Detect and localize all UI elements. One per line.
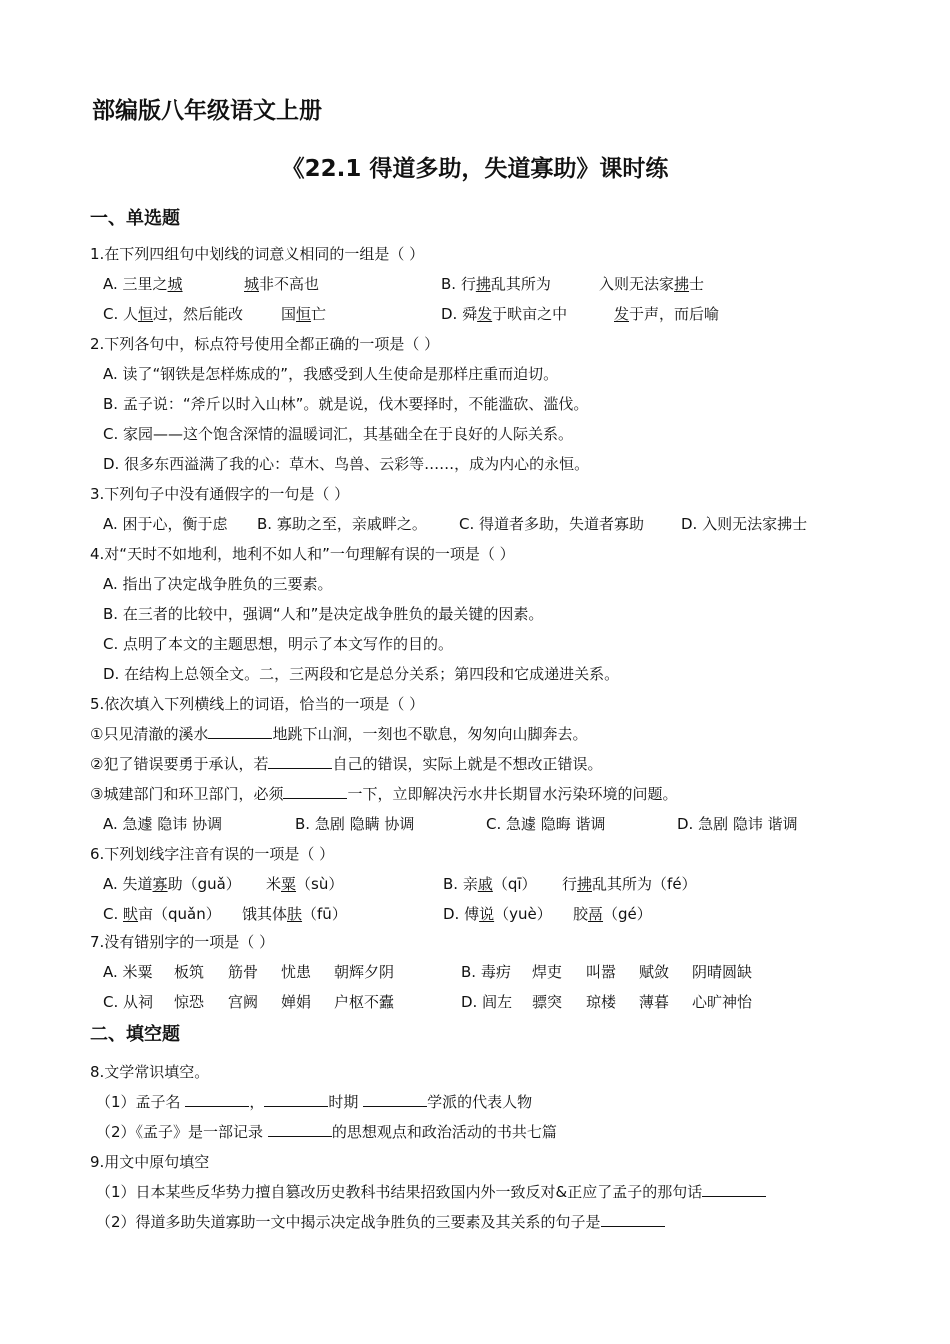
question-6-option-b-part2: 行拂乱其所为（fé） xyxy=(562,875,697,893)
question-1-option-a: A. 三里之城 xyxy=(103,275,183,293)
question-1-option-d-part2: 发于声，而后喻 xyxy=(614,305,720,323)
question-7-option-c-1: C. 从祠 xyxy=(103,993,154,1011)
question-1-option-b: B. 行拂乱其所为 xyxy=(441,275,551,293)
question-4-option-c: C. 点明了本文的主题思想，明示了本文写作的目的。 xyxy=(103,635,454,653)
question-6-option-c: C. 畎亩（quǎn） xyxy=(103,905,221,923)
question-8-line-2: （2）《孟子》是一部记录 的思想观点和政治活动的书共七篇 xyxy=(96,1123,557,1141)
question-2-stem: 2.下列各句中，标点符号使用全都正确的一项是（ ） xyxy=(90,335,440,353)
fill-blank[interactable] xyxy=(208,724,272,739)
question-6-option-d-part2: 胶鬲（gé） xyxy=(573,905,652,923)
question-1-option-c: C. 人恒过，然后能改 xyxy=(103,305,244,323)
question-7-option-b-5: 阴晴圆缺 xyxy=(692,963,753,981)
question-6-option-b: B. 亲戚（qī） xyxy=(443,875,537,893)
question-6-option-c-part2: 饿其体肤（fū） xyxy=(242,905,347,923)
question-2-option-b: B. 孟子说：“斧斤以时入山林”。就是说，伐木要择时，不能滥砍、滥伐。 xyxy=(103,395,589,413)
question-8-stem: 8.文学常识填空。 xyxy=(90,1063,210,1081)
question-8-line-1: （1）孟子名 ， 时期 学派的代表人物 xyxy=(96,1093,533,1111)
question-7-option-b-3: 叫嚣 xyxy=(586,963,617,981)
question-7-option-a-5: 朝辉夕阴 xyxy=(334,963,395,981)
question-7-option-a-2: 板筑 xyxy=(174,963,205,981)
question-1-option-d: D. 舜发于畎亩之中 xyxy=(441,305,568,323)
page-title: 部编版八年级语文上册 xyxy=(92,98,322,124)
question-3-option-d: D. 入则无法家拂士 xyxy=(681,515,808,533)
fill-blank[interactable] xyxy=(185,1092,249,1107)
question-7-option-c-3: 宫阙 xyxy=(228,993,259,1011)
question-4-option-b: B. 在三者的比较中，强调“人和”是决定战争胜负的最关键的因素。 xyxy=(103,605,544,623)
fill-blank[interactable] xyxy=(268,754,332,769)
question-2-option-c: C. 家园——这个饱含深情的温暖词汇，其基础全在于良好的人际关系。 xyxy=(103,425,574,443)
question-7-option-a-3: 筋骨 xyxy=(228,963,259,981)
question-9-line-1: （1）日本某些反华势力擅自篡改历史教科书结果招致国内外一致反对&正应了孟子的那句话 xyxy=(96,1182,766,1202)
page-subtitle: 《22.1 得道多助，失道寡助》课时练 xyxy=(281,156,669,182)
question-9-stem: 9.用文中原句填空 xyxy=(90,1153,210,1171)
question-7-option-d-3: 琼楼 xyxy=(586,993,617,1011)
question-7-option-b-4: 赋敛 xyxy=(639,963,670,981)
question-7-option-c-5: 户枢不蠹 xyxy=(334,993,395,1011)
question-5-option-a: A. 急遽 隐讳 协调 xyxy=(103,815,223,833)
fill-blank[interactable] xyxy=(702,1182,766,1197)
question-1-option-c-part2: 国恒亡 xyxy=(281,305,327,323)
question-7-option-d-5: 心旷神怡 xyxy=(692,993,753,1011)
section-heading-fill-blank: 二、填空题 xyxy=(90,1024,180,1045)
question-3-option-a: A. 困于心，衡于虑 xyxy=(103,515,228,533)
question-7-option-d-2: 骠突 xyxy=(532,993,563,1011)
question-7-option-a-1: A. 米粟 xyxy=(103,963,153,981)
question-7-option-c-2: 惊恐 xyxy=(174,993,205,1011)
question-4-option-d: D. 在结构上总领全文。二，三两段和它是总分关系；第四段和它成递进关系。 xyxy=(103,665,620,683)
fill-blank[interactable] xyxy=(268,1122,332,1137)
question-5-option-c: C. 急遽 隐晦 谐调 xyxy=(486,815,606,833)
question-4-option-a: A. 指出了决定战争胜负的三要素。 xyxy=(103,575,333,593)
question-5-sentence-2: ②犯了错误要勇于承认，若 自己的错误，实际上就是不想改正错误。 xyxy=(90,755,603,773)
question-6-option-a: A. 失道寡助（guǎ） xyxy=(103,875,241,893)
question-7-option-d-4: 薄暮 xyxy=(639,993,670,1011)
question-1-option-b-part2: 入则无法家拂士 xyxy=(599,275,705,293)
question-7-option-a-4: 忧患 xyxy=(281,963,312,981)
question-7-option-d-1: D. 闾左 xyxy=(461,993,513,1011)
fill-blank[interactable] xyxy=(601,1212,665,1227)
question-1-option-a-part2: 城非不高也 xyxy=(244,275,320,293)
section-heading-single-choice: 一、单选题 xyxy=(90,208,180,229)
question-7-option-b-1: B. 毒疠 xyxy=(461,963,511,981)
question-7-stem: 7.没有错别字的一项是（ ） xyxy=(90,933,275,951)
fill-blank[interactable] xyxy=(283,784,347,799)
question-7-option-c-4: 婵娟 xyxy=(281,993,312,1011)
question-5-stem: 5.依次填入下列横线上的词语，恰当的一项是（ ） xyxy=(90,695,425,713)
question-3-option-c: C. 得道者多助，失道者寡助 xyxy=(459,515,645,533)
fill-blank[interactable] xyxy=(264,1092,328,1107)
question-3-stem: 3.下列句子中没有通假字的一句是（ ） xyxy=(90,485,350,503)
question-4-stem: 4.对“天时不如地利，地利不如人和”一句理解有误的一项是（ ） xyxy=(90,545,515,563)
question-5-sentence-1: ①只见清澈的溪水 地跳下山涧，一刻也不歇息，匆匆向山脚奔去。 xyxy=(90,725,588,743)
question-6-option-a-part2: 米粟（sù） xyxy=(266,875,344,893)
fill-blank[interactable] xyxy=(363,1092,427,1107)
question-9-line-2: （2）得道多助失道寡助一文中揭示决定战争胜负的三要素及其关系的句子是 xyxy=(96,1212,665,1232)
question-6-option-d: D. 傅说（yuè） xyxy=(443,905,552,923)
question-5-option-d: D. 急剧 隐讳 谐调 xyxy=(677,815,798,833)
question-6-stem: 6.下列划线字注音有误的一项是（ ） xyxy=(90,845,335,863)
question-5-option-b: B. 急剧 隐瞒 协调 xyxy=(295,815,415,833)
question-3-option-b: B. 寡助之至，亲戚畔之。 xyxy=(257,515,427,533)
question-2-option-a: A. 读了“钢铁是怎样炼成的”，我感受到人生使命是那样庄重而迫切。 xyxy=(103,365,559,383)
question-5-sentence-3: ③城建部门和环卫部门，必须 一下，立即解决污水井长期冒水污染环境的问题。 xyxy=(90,785,678,803)
question-2-option-d: D. 很多东西溢满了我的心：草木、鸟兽、云彩等……，成为内心的永恒。 xyxy=(103,455,590,473)
question-7-option-b-2: 焊吏 xyxy=(532,963,563,981)
question-1-stem: 1.在下列四组句中划线的词意义相同的一组是（ ） xyxy=(90,245,425,263)
